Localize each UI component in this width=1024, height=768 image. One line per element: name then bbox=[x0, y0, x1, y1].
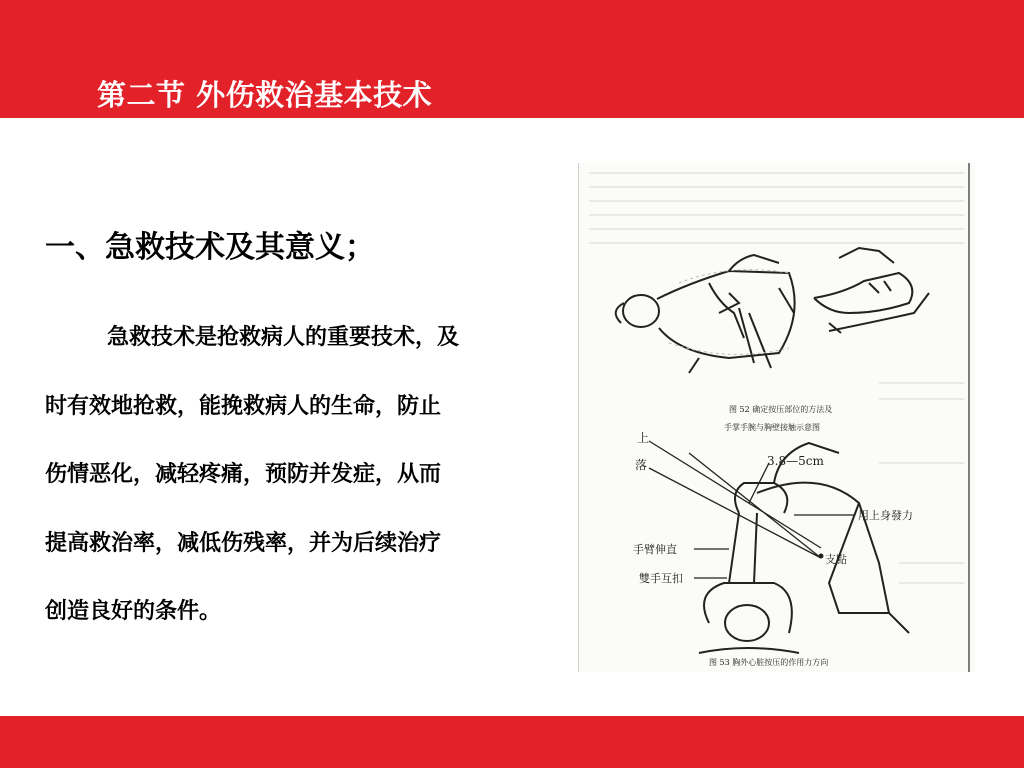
label-pivot: 支點 bbox=[825, 553, 847, 566]
caption-figure-52b: 手掌手腕与胸壁接触示意图 bbox=[724, 423, 820, 432]
label-depth: 3.8—5cm bbox=[767, 454, 824, 468]
label-body-force: 用上身發力 bbox=[858, 509, 913, 522]
header-bar bbox=[0, 0, 1024, 118]
slide-title: 第二节 外伤救治基本技术 bbox=[97, 78, 433, 112]
section-heading: 一、急救技术及其意义； bbox=[45, 230, 375, 265]
paragraph-line: 提高救治率，减低伤残率，并为后续治疗 bbox=[45, 530, 442, 556]
caption-figure-52: 图 52 确定按压部位的方法及 bbox=[729, 405, 833, 414]
footer-bar bbox=[0, 716, 1024, 768]
cpr-drawing bbox=[579, 163, 975, 672]
label-up: 上 bbox=[637, 431, 650, 445]
label-down: 落 bbox=[635, 458, 648, 472]
cpr-illustration bbox=[578, 163, 975, 672]
caption-figure-53: 图 53 胸外心脏按压的作用力方向 bbox=[709, 658, 829, 667]
label-arms-straight: 手臂伸直 bbox=[633, 543, 677, 556]
body-paragraph bbox=[45, 304, 565, 647]
paragraph-line: 伤情恶化，减轻疼痛，预防并发症，从而 bbox=[45, 462, 442, 487]
label-hands-clasped: 雙手互扣 bbox=[639, 572, 683, 585]
paragraph-line: 时有效地抢救，能挽救病人的生命，防止 bbox=[45, 393, 442, 419]
paragraph-line: 创造良好的条件。 bbox=[45, 599, 222, 624]
paragraph-line: 急救技术是抢救病人的重要技术，及 bbox=[107, 325, 460, 350]
